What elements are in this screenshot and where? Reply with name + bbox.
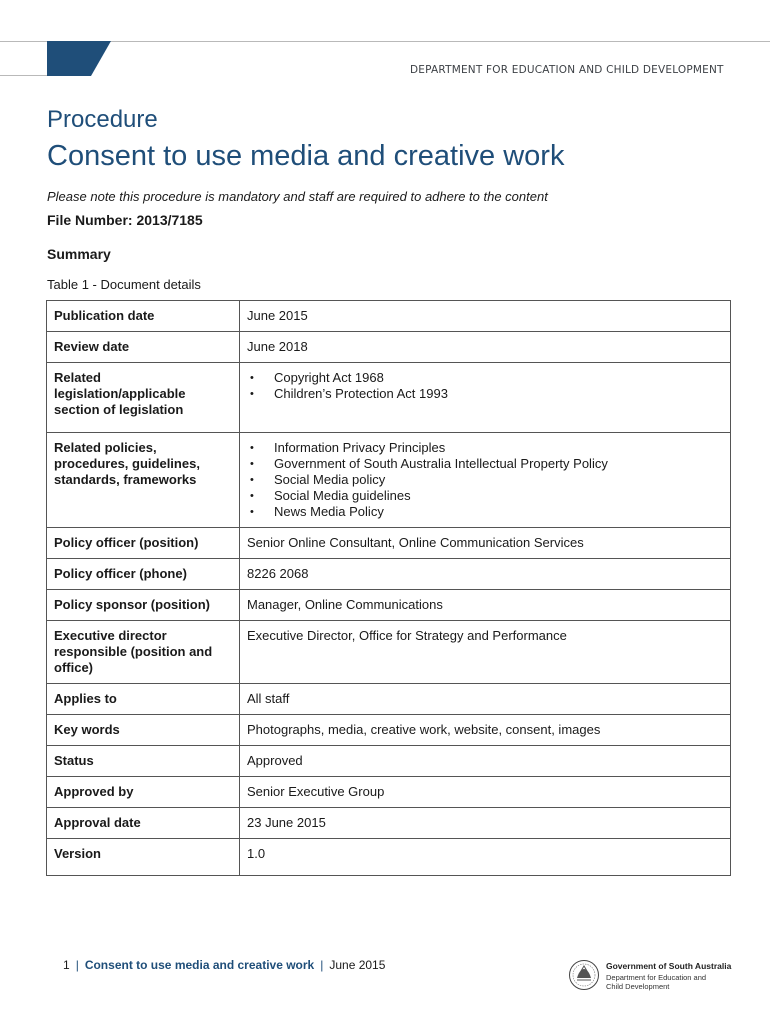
row-value: 1.0 (240, 839, 731, 876)
list-item: • News Media Policy (247, 504, 723, 520)
footer-separator: | (75, 958, 79, 972)
related-policies-list (247, 440, 723, 520)
table-row (47, 363, 731, 433)
footer-date: June 2015 (329, 958, 386, 972)
row-value: All staff (240, 684, 731, 715)
list-item: • Copyright Act 1968 (247, 370, 723, 386)
table-row (47, 684, 731, 715)
table-row (47, 777, 731, 808)
document-details-table (46, 300, 731, 876)
file-number: File Number: 2013/7185 (47, 212, 203, 228)
row-label: Key words (47, 715, 240, 746)
row-value: June 2015 (240, 301, 731, 332)
table-row (47, 559, 731, 590)
table-caption: Table 1 - Document details (47, 277, 201, 292)
list-item: • Social Media policy (247, 472, 723, 488)
row-value: Senior Executive Group (240, 777, 731, 808)
summary-heading: Summary (47, 246, 111, 262)
department-name: DEPARTMENT FOR EDUCATION AND CHILD DEVELOPMENT (410, 64, 724, 76)
table-row (47, 528, 731, 559)
table-row (47, 839, 731, 876)
row-value: 8226 2068 (240, 559, 731, 590)
row-label: Approved by (47, 777, 240, 808)
row-label: Publication date (47, 301, 240, 332)
row-value (240, 363, 731, 433)
row-value: 23 June 2015 (240, 808, 731, 839)
row-label: Review date (47, 332, 240, 363)
table-row (47, 808, 731, 839)
row-value: Executive Director, Office for Strategy and Performance (240, 621, 731, 684)
table-row (47, 746, 731, 777)
page-title: Consent to use media and creative work (47, 140, 565, 172)
sa-government-seal-icon (568, 959, 600, 991)
row-label: Status (47, 746, 240, 777)
logo-line-1: Government of South Australia (606, 961, 732, 971)
table-row (47, 621, 731, 684)
row-label: Approval date (47, 808, 240, 839)
row-label: Related legislation/applicable section of legislation (47, 363, 240, 433)
row-label: Version (47, 839, 240, 876)
page-number: 1 (63, 958, 70, 972)
government-logo (568, 959, 732, 993)
list-item: • Information Privacy Principles (247, 440, 723, 456)
row-value: Approved (240, 746, 731, 777)
row-label: Policy officer (phone) (47, 559, 240, 590)
row-value: Senior Online Consultant, Online Communication Services (240, 528, 731, 559)
row-value: Manager, Online Communications (240, 590, 731, 621)
logo-line-2: Department for Education and (606, 973, 707, 982)
legislation-list (247, 370, 723, 402)
header-rule (0, 41, 770, 42)
table-row (47, 433, 731, 528)
list-item: • Government of South Australia Intellectual Property Policy (247, 456, 723, 472)
mandatory-note: Please note this procedure is mandatory and staff are required to adhere to the content (47, 189, 548, 204)
list-item: • Children’s Protection Act 1993 (247, 386, 723, 402)
row-value: Photographs, media, creative work, website, consent, images (240, 715, 731, 746)
row-label: Policy officer (position) (47, 528, 240, 559)
header-corner-shape (47, 41, 111, 76)
list-item: • Social Media guidelines (247, 488, 723, 504)
row-label: Policy sponsor (position) (47, 590, 240, 621)
footer-separator: | (320, 958, 324, 972)
row-label: Executive director responsible (position and office) (47, 621, 240, 684)
row-value (240, 433, 731, 528)
document-type: Procedure (47, 106, 158, 133)
table-row (47, 715, 731, 746)
footer-title: Consent to use media and creative work (84, 958, 315, 972)
row-label: Applies to (47, 684, 240, 715)
page-footer (63, 958, 385, 972)
row-label: Related policies, procedures, guidelines, standards, frameworks (47, 433, 240, 528)
table-row (47, 590, 731, 621)
logo-line-3: Child Development (606, 982, 670, 991)
table-row (47, 301, 731, 332)
row-value: June 2018 (240, 332, 731, 363)
table-row (47, 332, 731, 363)
